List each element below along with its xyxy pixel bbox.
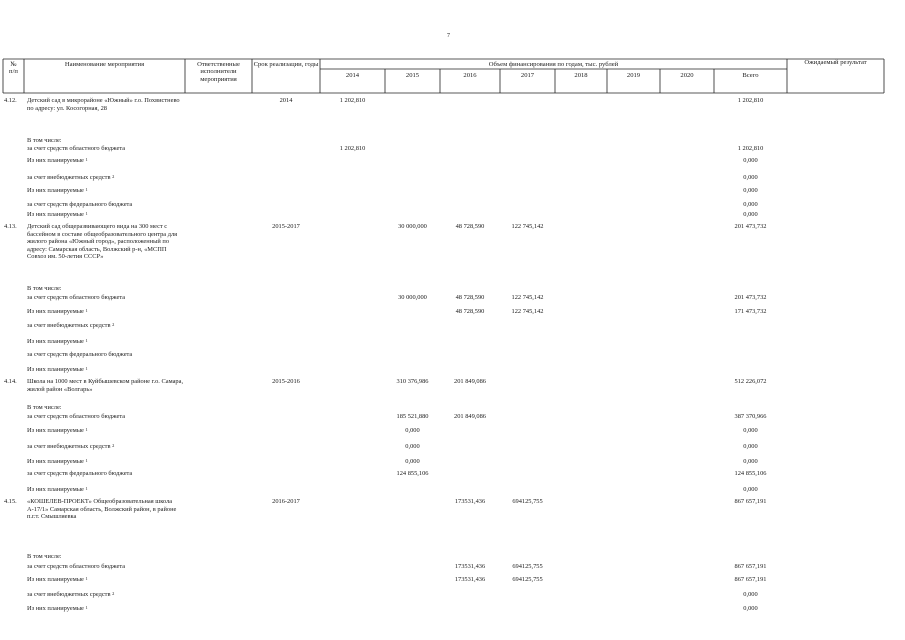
footnote-marker: 1 bbox=[85, 576, 88, 581]
row-description bbox=[27, 576, 185, 584]
row-term: 2015-2016 bbox=[272, 378, 300, 385]
value-2015: 30 000,000 bbox=[398, 223, 427, 230]
page-number: 7 bbox=[447, 33, 450, 39]
row-description bbox=[27, 563, 185, 571]
value-2016: 173531,436 bbox=[454, 576, 486, 583]
value-total: 201 473,732 bbox=[734, 223, 767, 230]
row-description bbox=[27, 413, 185, 421]
row-text: Школа на 1000 мест в Куйбышевском районе г.о. Самара, жилой район «Волгарь» bbox=[27, 378, 184, 393]
row-description bbox=[27, 223, 185, 261]
row-description bbox=[27, 443, 185, 451]
value-2016: 48 728,590 bbox=[455, 308, 485, 315]
row-text: В том числе: bbox=[27, 137, 62, 144]
footnote-marker: 1 bbox=[85, 308, 88, 313]
row-text: Из них планируемые bbox=[27, 486, 84, 493]
footnote-marker: 2 bbox=[112, 322, 115, 327]
value-total: 0,000 bbox=[743, 591, 758, 598]
row-description bbox=[27, 294, 185, 302]
header-result: Ожидаемый результат bbox=[804, 59, 867, 66]
row-description bbox=[27, 157, 185, 165]
row-description bbox=[27, 553, 185, 561]
value-total: 867 657,191 bbox=[734, 563, 767, 570]
value-total: 867 657,191 bbox=[734, 498, 767, 505]
year-2020: 2020 bbox=[680, 72, 694, 79]
footnote-marker: 2 bbox=[112, 174, 115, 179]
row-description bbox=[27, 427, 185, 435]
value-2017: 122 745,142 bbox=[511, 223, 544, 230]
value-total: 0,000 bbox=[743, 458, 758, 465]
row-text: за счет средств областного бюджета bbox=[27, 413, 126, 420]
row-text: Детский сад в микрорайоне «Южный» г.о. Похвистнево по адресу: ул. Косогорная, 28 bbox=[27, 97, 180, 112]
value-total: 0,000 bbox=[743, 174, 758, 181]
value-2015: 185 521,880 bbox=[396, 413, 429, 420]
row-number: 4.13. bbox=[4, 223, 17, 230]
year-2017: 2017 bbox=[520, 72, 535, 79]
value-2016: 173531,436 bbox=[454, 563, 486, 570]
row-text: за счет средств областного бюджета bbox=[27, 563, 126, 570]
footnote-marker: 1 bbox=[85, 427, 88, 432]
row-description bbox=[27, 378, 185, 393]
value-2016: 48 728,590 bbox=[455, 223, 485, 230]
footnote-marker: 2 bbox=[112, 591, 115, 596]
row-description bbox=[27, 458, 185, 466]
year-2019: 2019 bbox=[626, 72, 641, 79]
value-2015: 0,000 bbox=[405, 427, 420, 434]
row-term: 2015-2017 bbox=[272, 223, 300, 230]
value-2017: 122 745,142 bbox=[511, 308, 544, 315]
row-text: Из них планируемые bbox=[27, 605, 84, 612]
value-2014: 1 202,810 bbox=[339, 97, 366, 104]
row-text: за счет внебюджетных средств bbox=[27, 443, 111, 450]
value-total: 0,000 bbox=[743, 486, 758, 493]
row-description bbox=[27, 211, 185, 219]
row-text: за счет внебюджетных средств bbox=[27, 174, 111, 181]
value-total: 512 226,072 bbox=[734, 378, 767, 385]
row-number: 4.14. bbox=[4, 378, 17, 385]
value-total: 387 370,966 bbox=[734, 413, 767, 420]
value-2016: 173531,436 bbox=[454, 498, 486, 505]
year-2016: 2016 bbox=[463, 72, 477, 79]
row-text: Из них планируемые bbox=[27, 366, 84, 373]
value-total: 1 202,810 bbox=[737, 97, 764, 104]
row-description bbox=[27, 97, 185, 112]
row-text: Из них планируемые bbox=[27, 308, 84, 315]
footnote-marker: 1 bbox=[85, 605, 88, 610]
value-total: 867 657,191 bbox=[734, 576, 767, 583]
row-description bbox=[27, 366, 185, 374]
row-description bbox=[27, 605, 185, 613]
row-description bbox=[27, 470, 185, 478]
header-num: № п/п bbox=[9, 61, 18, 76]
value-2015: 0,000 bbox=[405, 443, 420, 450]
row-description bbox=[27, 498, 185, 521]
value-total: 0,000 bbox=[743, 427, 758, 434]
footnote-marker: 1 bbox=[85, 338, 88, 343]
row-text: за счет средств федерального бюджета bbox=[27, 470, 133, 477]
year-2014: 2014 bbox=[345, 72, 360, 79]
row-text: Из них планируемые bbox=[27, 427, 84, 434]
row-description bbox=[27, 308, 185, 316]
footnote-marker: 1 bbox=[85, 211, 88, 216]
row-text: за счет внебюджетных средств bbox=[27, 322, 111, 329]
row-description bbox=[27, 322, 185, 330]
row-description bbox=[27, 187, 185, 195]
footnote-marker: 2 bbox=[112, 443, 115, 448]
value-2017: 694125,755 bbox=[512, 563, 543, 570]
year-2018: 2018 bbox=[574, 72, 588, 79]
row-text: за счет внебюджетных средств bbox=[27, 591, 111, 598]
row-text: В том числе: bbox=[27, 553, 62, 560]
row-description bbox=[27, 201, 185, 209]
value-total: 171 473,732 bbox=[734, 308, 767, 315]
value-2015: 0,000 bbox=[405, 458, 420, 465]
row-text: за счет средств федерального бюджета bbox=[27, 351, 133, 358]
footnote-marker: 1 bbox=[85, 157, 88, 162]
value-2015: 30 000,000 bbox=[398, 294, 427, 301]
row-text: Детский сад общеразвивающего вида на 300 мест с бассейном в составе общеобразовательного центра для жилого района «Южный город», расположенный по адресу: Самарская область, Волжский р-н, «МСПП Совхоз им. 50-летия СССР» bbox=[27, 223, 178, 261]
footnote-marker: 1 bbox=[85, 486, 88, 491]
value-2016: 201 849,086 bbox=[454, 378, 486, 385]
row-text: за счет средств областного бюджета bbox=[27, 145, 126, 152]
value-2015: 310 376,986 bbox=[396, 378, 429, 385]
row-text: Из них планируемые bbox=[27, 458, 84, 465]
row-description bbox=[27, 137, 185, 145]
value-2017: 122 745,142 bbox=[511, 294, 544, 301]
value-total: 0,000 bbox=[743, 157, 758, 164]
year-2015: 2015 bbox=[405, 72, 420, 79]
value-total: 0,000 bbox=[743, 187, 758, 194]
value-total: 0,000 bbox=[743, 443, 758, 450]
row-description bbox=[27, 351, 185, 359]
row-description bbox=[27, 486, 185, 494]
value-2014: 1 202,810 bbox=[339, 145, 366, 152]
row-number: 4.12. bbox=[4, 97, 17, 104]
value-2017: 694125,755 bbox=[512, 576, 543, 583]
row-text: Из них планируемые bbox=[27, 576, 84, 583]
value-total: 0,000 bbox=[743, 201, 758, 208]
row-term: 2014 bbox=[279, 97, 293, 104]
row-text: Из них планируемые bbox=[27, 211, 84, 218]
value-2017: 694125,755 bbox=[512, 498, 543, 505]
row-description bbox=[27, 145, 185, 153]
row-description bbox=[27, 338, 185, 346]
value-total: 124 855,106 bbox=[734, 470, 767, 477]
row-text: Из них планируемые bbox=[27, 157, 84, 164]
row-text: В том числе: bbox=[27, 404, 62, 411]
year-total: Всего bbox=[742, 72, 759, 79]
value-total: 1 202,810 bbox=[737, 145, 764, 152]
footnote-marker: 1 bbox=[85, 458, 88, 463]
header-volume: Объем финансирования по годам, тыс. рублей bbox=[488, 61, 619, 68]
value-total: 0,000 bbox=[743, 211, 758, 218]
row-text: Из них планируемые bbox=[27, 338, 84, 345]
value-total: 201 473,732 bbox=[734, 294, 767, 301]
row-text: Из них планируемые bbox=[27, 187, 84, 194]
value-2015: 124 855,106 bbox=[396, 470, 429, 477]
row-number: 4.15. bbox=[4, 498, 17, 505]
footnote-marker: 1 bbox=[85, 366, 88, 371]
row-description bbox=[27, 404, 185, 412]
header-responsible: Ответственные исполнители мероприятия bbox=[197, 61, 240, 83]
row-text: за счет средств федерального бюджета bbox=[27, 201, 133, 208]
value-2016: 201 849,086 bbox=[454, 413, 486, 420]
row-term: 2016-2017 bbox=[272, 498, 300, 505]
value-total: 0,000 bbox=[743, 605, 758, 612]
value-2016: 48 728,590 bbox=[455, 294, 485, 301]
row-description bbox=[27, 285, 185, 293]
row-text: «КОШЕЛЕВ-ПРОЕКТ» Общеобразовательная школа А-17/1» Самарская область, Волжский район, в районе п.г.т. Смышляевка bbox=[27, 498, 177, 521]
header-period: Срок реализации, годы bbox=[253, 61, 319, 68]
header-name: Наименование мероприятия bbox=[64, 61, 145, 68]
row-description bbox=[27, 174, 185, 182]
row-text: за счет средств областного бюджета bbox=[27, 294, 126, 301]
row-text: В том числе: bbox=[27, 285, 62, 292]
footnote-marker: 1 bbox=[85, 187, 88, 192]
row-description bbox=[27, 591, 185, 599]
